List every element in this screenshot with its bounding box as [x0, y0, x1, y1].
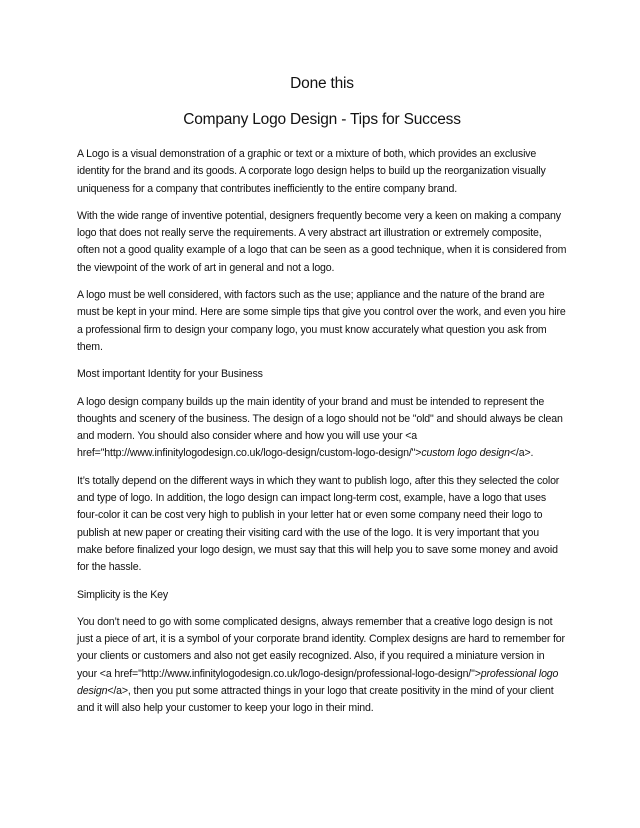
professional-logo-design-text: professional logo design [77, 667, 559, 698]
paragraph-identity [77, 394, 567, 463]
document-subtitle: Company Logo Design - Tips for Success [183, 111, 461, 128]
paragraph-simplicity-tail: </a>, then you put some attracted things in your logo that create positivity in the mind of your client and it will also help your customer to keep your logo in their mind. [77, 685, 554, 715]
custom-logo-design-text: custom logo design [421, 447, 510, 460]
paragraph-identity-tail: </a>. [509, 447, 534, 460]
paragraph-simplicity [77, 614, 567, 718]
section-heading-identity: Most important Identity for your Business [77, 368, 263, 381]
document-page [77, 70, 567, 728]
paragraph-intro: A Logo is a visual demonstration of a graphic or text or a mixture of both, which provides an exclusive identity for the brand and its goods. A corporate logo design helps to build up the reorganization visually uniqueness for a company that contributes inefficiently to the entire company brand. [77, 148, 546, 195]
paragraph-identity-text: A logo design company builds up the main identity of your brand and must be intended to represent the thoughts and scenery of the business. The design of a logo should not be "old" and should always be clean and modern. You should also consider where and how you will use your <a href="http://www.infinitylogodesign.co.uk/logo-design/custom-logo-design/"> [77, 395, 563, 460]
document-title: Done this [290, 75, 354, 92]
paragraph-considerations: A logo must be well considered, with factors such as the use; appliance and the nature of the brand are must be kept in your mind. Here are some simple tips that give you control over the work, and even you hire a professional firm to design your company logo, you must know accurately what question you ask from them. [77, 289, 566, 353]
section-heading-simplicity: Simplicity is the Key [77, 588, 169, 601]
paragraph-designers: With the wide range of inventive potential, designers frequently become very a keen on making a company logo that does not really serve the requirements. A very abstract art illustration or extremely composite, often not a good quality example of a logo that can be seen as a good technique, when it is considered from the viewpoint of the work of art in general and not a logo. [77, 209, 567, 274]
paragraph-publishing: It’s totally depend on the different ways in which they want to publish logo, after this they selected the color and type of logo. In addition, the logo design can impact long-term cost, example, have a logo that uses four-color it can be cost very high to publish in your letter hat or even some company need their logo to publish at new paper or creating their visiting card with the use of the logo. It is very important that you make before finalized your logo design, we must say that this will help you to save some money and avoid for the hassle. [77, 474, 560, 574]
paragraph-simplicity-text: You don’t need to go with some complicated designs, always remember that a creative logo design is not just a piece of art, it is a symbol of your corporate brand identity. Complex designs are hard to remember for your clients or customers and also not get easily recognized. Also, if you required a miniature version in your <a href="http://www.infinitylogodesign.co.uk/logo-design/professional-logo-design/"> [77, 615, 565, 680]
